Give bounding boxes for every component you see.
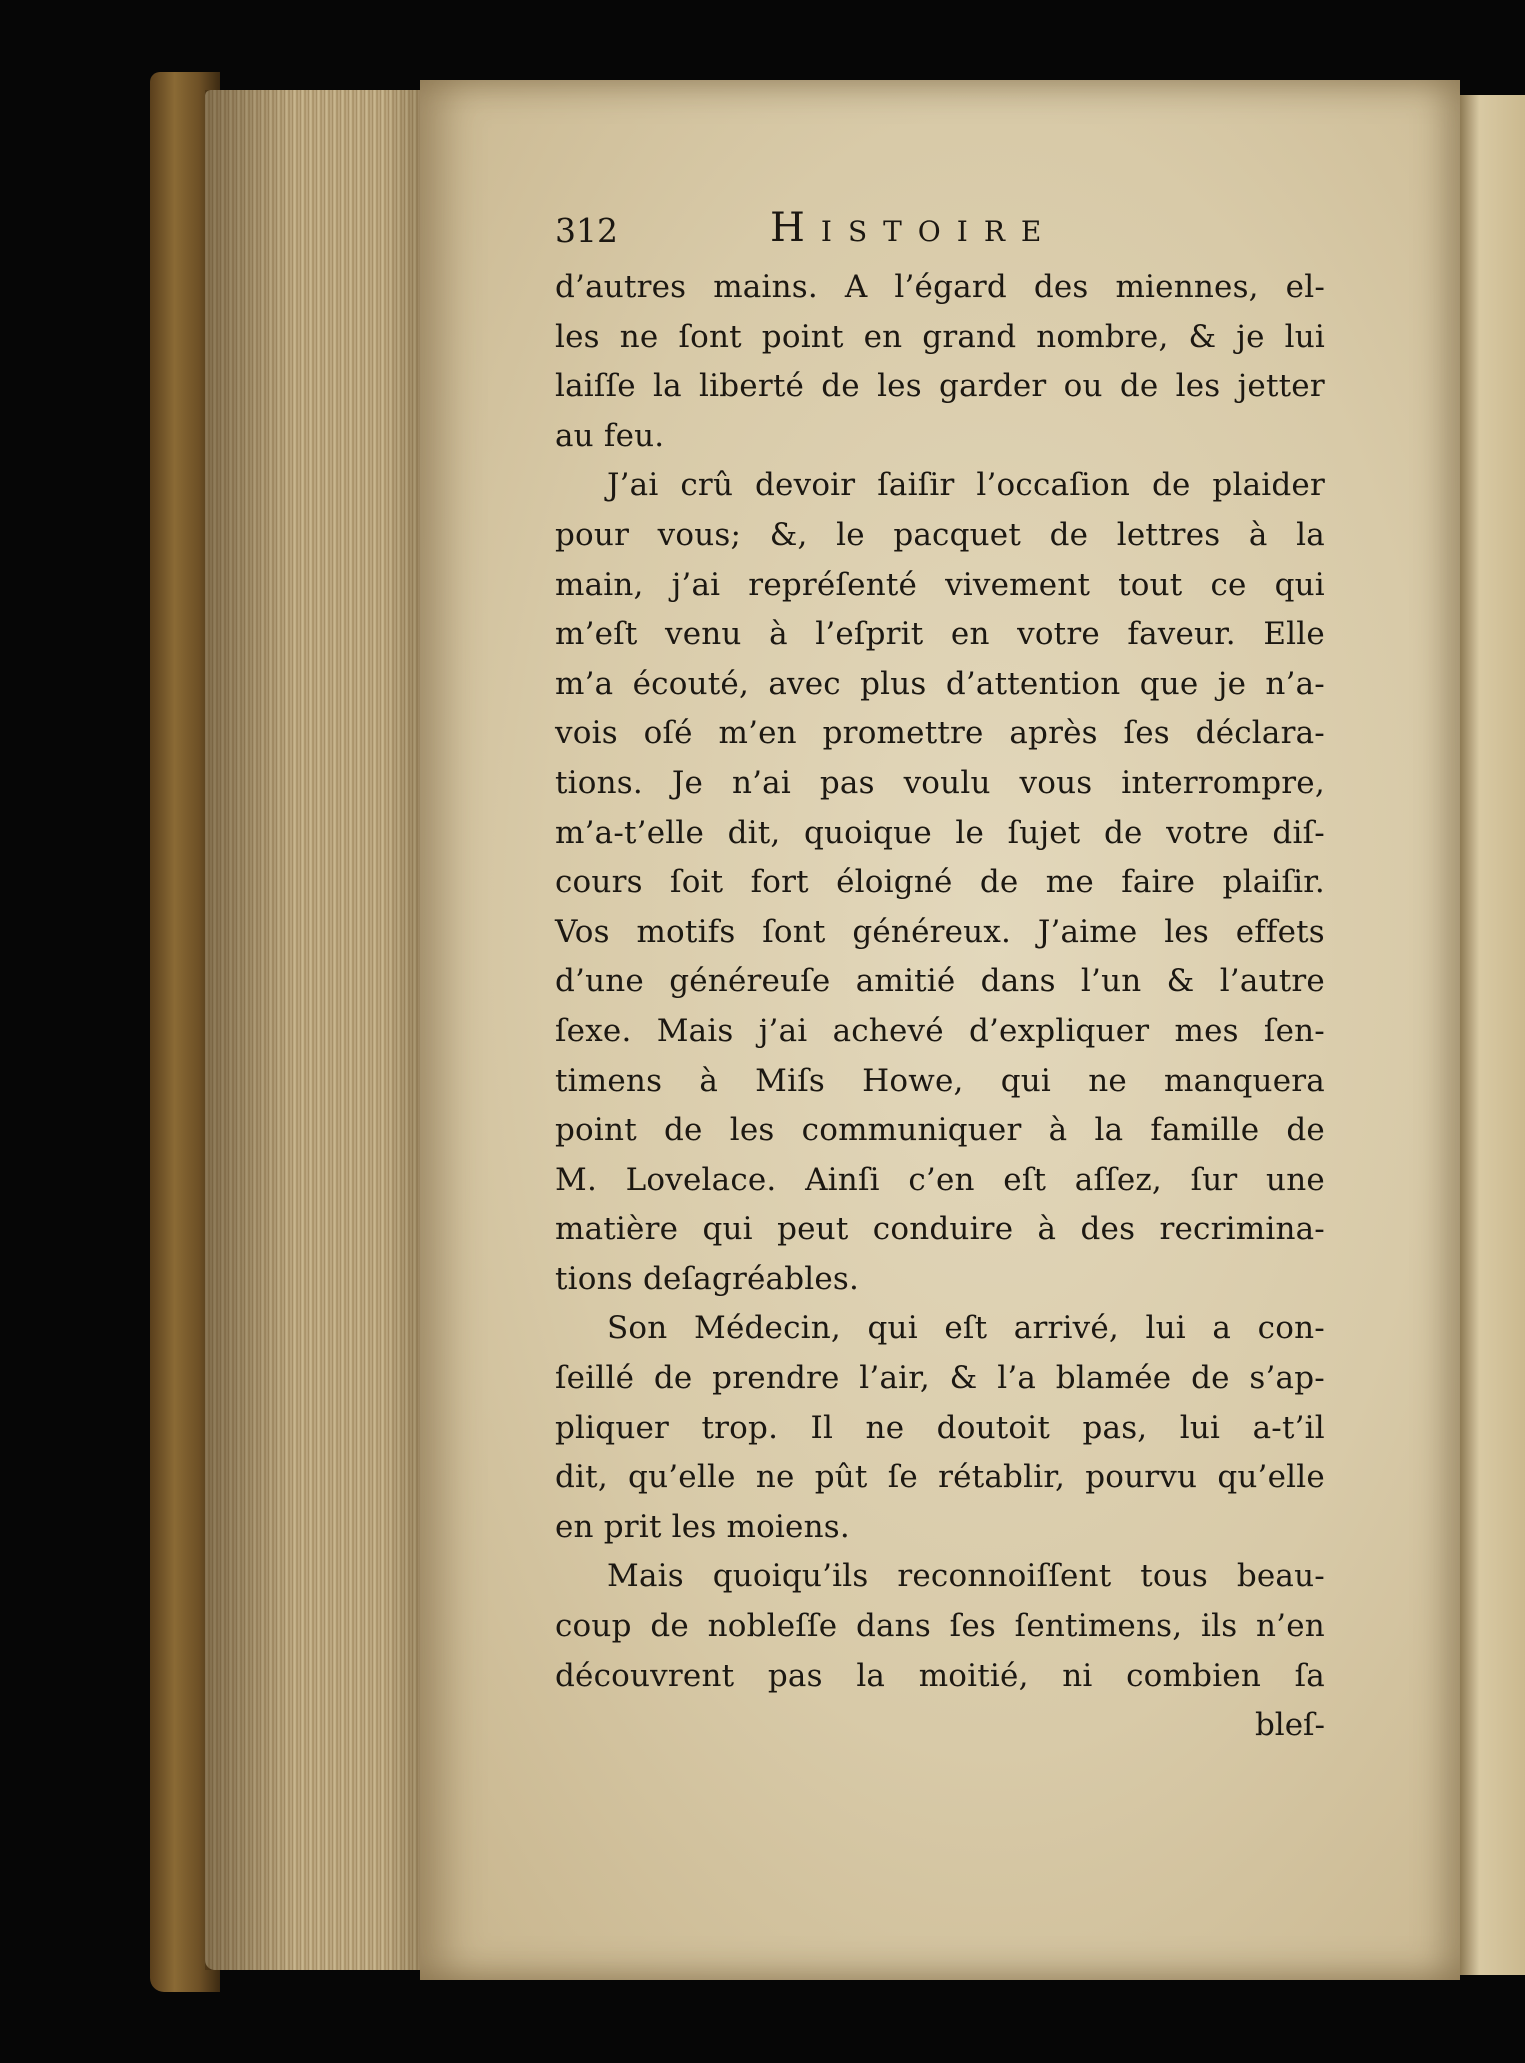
word: ſa	[1294, 1657, 1325, 1694]
word: moitié,	[918, 1657, 1029, 1694]
word: ſur	[1190, 1161, 1238, 1198]
word: l’a	[997, 1360, 1037, 1397]
word: ils	[1200, 1608, 1238, 1645]
word: nobleſſe	[707, 1608, 838, 1645]
word: ſentimens,	[1014, 1608, 1183, 1645]
word: des	[1033, 269, 1089, 305]
word: pourvu	[1085, 1459, 1198, 1496]
word: miennes,	[1115, 269, 1259, 305]
text-line	[555, 1007, 1325, 1057]
word: je	[1236, 318, 1265, 355]
word: main,	[555, 566, 644, 603]
word: ſaiſir	[877, 467, 955, 504]
word: Lovelace.	[625, 1161, 777, 1198]
word: fort	[750, 864, 809, 901]
word: de	[1049, 516, 1089, 553]
catchword: bleſ-	[1254, 1707, 1325, 1744]
word: ſujet	[1007, 814, 1081, 851]
word: Son	[607, 1310, 668, 1347]
word: Howe,	[862, 1062, 964, 1099]
word: de	[1286, 1112, 1325, 1149]
word: A	[844, 269, 868, 305]
text-line	[555, 263, 1325, 313]
text-line	[555, 1652, 1325, 1702]
text-line	[555, 1552, 1325, 1602]
word: ne	[865, 1409, 905, 1446]
word: ſeillé	[555, 1360, 635, 1397]
word: recrimina-	[1159, 1211, 1325, 1248]
word: le	[836, 516, 865, 553]
text-line	[555, 511, 1325, 561]
word: les	[555, 318, 600, 355]
word: plus	[860, 665, 927, 702]
text-line	[555, 313, 1325, 363]
word: m’en	[718, 715, 797, 752]
word: plaider	[1212, 467, 1325, 504]
word: ne	[755, 1459, 795, 1496]
word: qui	[867, 1310, 918, 1347]
page-block-edge	[205, 90, 430, 1970]
word: à	[769, 616, 788, 653]
word: a-t’il	[1252, 1409, 1325, 1446]
text-line	[555, 461, 1325, 511]
word: vous;	[657, 516, 742, 553]
word: matière	[555, 1211, 679, 1248]
word: mes	[1174, 1012, 1239, 1049]
word: motifs	[636, 913, 736, 950]
word: ce	[1210, 566, 1247, 603]
word: généreux.	[852, 913, 1012, 950]
book-page	[420, 80, 1460, 1980]
text-line: en prit les moiens.	[555, 1508, 850, 1545]
word: el-	[1285, 269, 1325, 305]
word: eſt	[1003, 1161, 1047, 1198]
word: blamée	[1055, 1360, 1172, 1397]
word: les	[1164, 913, 1209, 950]
word: de	[650, 1608, 689, 1645]
word: reconnoiſſent	[897, 1558, 1112, 1595]
word: J’ai	[607, 467, 659, 504]
word: qu’elle	[628, 1459, 736, 1496]
word: laiſſe	[555, 368, 636, 405]
word: ſen-	[1263, 1012, 1325, 1049]
word: prendre	[712, 1360, 840, 1397]
text-line	[555, 1304, 1325, 1354]
word: de	[979, 864, 1019, 901]
word: généreuſe	[669, 963, 831, 1000]
text-line: tions deſagréables.	[555, 1260, 860, 1297]
word: la	[1094, 1112, 1124, 1149]
word: doutoit	[936, 1409, 1051, 1446]
running-title: Histoire	[770, 205, 1058, 251]
word: la	[653, 368, 682, 405]
word: nombre,	[1036, 318, 1169, 355]
word: n’ai	[731, 764, 791, 801]
word: m’eſt	[555, 616, 638, 653]
word: timens	[555, 1062, 663, 1099]
word: mains.	[713, 269, 818, 305]
word: pas	[819, 764, 875, 801]
word: arrivé,	[1013, 1310, 1119, 1347]
word: ni	[1062, 1657, 1093, 1694]
text-line	[555, 362, 1325, 412]
text-line	[555, 610, 1325, 660]
text-line	[555, 1404, 1325, 1454]
text-line	[555, 809, 1325, 859]
word: Elle	[1263, 616, 1325, 653]
word: tout	[1118, 566, 1183, 603]
page-header	[555, 205, 1325, 263]
word: votre	[1166, 814, 1249, 851]
word: grand	[922, 318, 1017, 355]
word: Médecin,	[694, 1310, 841, 1347]
text-line	[555, 858, 1325, 908]
word: de	[1191, 1360, 1230, 1397]
word: M.	[555, 1161, 597, 1198]
word: devoir	[755, 467, 856, 504]
word: venu	[665, 616, 742, 653]
text-line	[555, 1057, 1325, 1107]
word: dit,	[727, 814, 781, 851]
word: vivement	[945, 566, 1091, 603]
word: amitié	[855, 963, 956, 1000]
word: &,	[769, 516, 808, 553]
word: promettre	[822, 715, 984, 752]
word: jetter	[1237, 368, 1325, 405]
word: vous	[1019, 764, 1093, 801]
word: une	[1266, 1161, 1325, 1198]
word: peut	[777, 1211, 849, 1248]
text-line	[555, 1354, 1325, 1404]
word: voulu	[903, 764, 991, 801]
word: manquera	[1164, 1062, 1325, 1099]
word: lui	[1145, 1310, 1186, 1347]
word: à	[1048, 1112, 1068, 1149]
word: crû	[680, 467, 734, 504]
word: dans	[980, 963, 1056, 1000]
word: ſexe.	[555, 1012, 632, 1049]
text-line	[555, 709, 1325, 759]
word: à	[1037, 1211, 1057, 1248]
word: éloigné	[836, 864, 953, 901]
word: n’a-	[1265, 665, 1325, 702]
word: beau-	[1236, 1558, 1325, 1595]
word: de	[664, 1112, 703, 1149]
word: ſes	[949, 1608, 996, 1645]
word: quoique	[803, 814, 932, 851]
word: trop.	[701, 1409, 779, 1446]
word: s’ap-	[1249, 1360, 1325, 1397]
word: cours	[555, 864, 643, 901]
word: les	[729, 1112, 775, 1149]
word: n’en	[1256, 1608, 1325, 1645]
text-line	[555, 1205, 1325, 1255]
word: pliquer	[555, 1409, 670, 1446]
word: pas	[767, 1657, 823, 1694]
word: en	[950, 616, 990, 653]
word: lettres	[1116, 516, 1221, 553]
word: &	[949, 1360, 978, 1397]
word: l’occaſion	[976, 467, 1131, 504]
word: ne	[1088, 1062, 1127, 1099]
word: pût	[814, 1459, 868, 1496]
word: le	[955, 814, 985, 851]
word: Miſs	[755, 1062, 825, 1099]
word: l’autre	[1219, 963, 1325, 1000]
word: découvrent	[555, 1657, 735, 1694]
word: ne	[619, 318, 659, 355]
text-line	[555, 759, 1325, 809]
word: les	[1175, 368, 1221, 405]
word: dans	[855, 1608, 931, 1645]
text-line	[555, 660, 1325, 710]
word: qui	[1274, 566, 1325, 603]
word: oſé	[643, 715, 693, 752]
word: c’en	[908, 1161, 975, 1198]
word: les	[877, 368, 922, 405]
word: ſont	[762, 913, 826, 950]
text-line	[555, 1602, 1325, 1652]
word: de	[1119, 368, 1159, 405]
word: repréſenté	[748, 566, 918, 603]
text-line: au feu.	[555, 417, 665, 454]
word: m’a-t’elle	[555, 814, 705, 851]
word: liberté	[699, 368, 805, 405]
word: d’autres	[555, 269, 687, 305]
word: aſſez,	[1074, 1161, 1162, 1198]
word: déclara-	[1195, 715, 1325, 752]
word: la	[856, 1657, 886, 1694]
word: pacquet	[893, 516, 1022, 553]
word: après	[1009, 715, 1098, 752]
word: pas,	[1082, 1409, 1148, 1446]
page-text-block	[555, 205, 1325, 1751]
word: j’ai	[758, 1012, 808, 1049]
word: point	[555, 1112, 637, 1149]
word: l’air,	[859, 1360, 930, 1397]
word: en	[863, 318, 903, 355]
word: qui	[1000, 1062, 1052, 1099]
word: de	[821, 368, 860, 405]
word: Je	[671, 764, 704, 801]
word: ſe	[887, 1459, 918, 1496]
word: des	[1080, 1211, 1136, 1248]
word: je	[1217, 665, 1247, 702]
word: l’égard	[894, 269, 1007, 305]
word: qu’elle	[1217, 1459, 1325, 1496]
word: d’attention	[945, 665, 1121, 702]
word: ſont	[678, 318, 742, 355]
word: faveur.	[1127, 616, 1236, 653]
word: que	[1139, 665, 1199, 702]
word: conduire	[872, 1211, 1014, 1248]
word: avec	[768, 665, 841, 702]
word: l’un	[1080, 963, 1142, 1000]
word: vois	[555, 715, 618, 752]
word: Ainſi	[805, 1161, 880, 1198]
word: dit,	[555, 1459, 608, 1496]
word: plaiſir.	[1222, 864, 1325, 901]
word: m’a	[555, 665, 614, 702]
word: de	[1151, 467, 1191, 504]
text-line	[555, 1106, 1325, 1156]
word: rétablir,	[938, 1459, 1066, 1496]
word: la	[1296, 516, 1325, 553]
word: Mais	[607, 1558, 684, 1595]
word: votre	[1017, 616, 1100, 653]
word: Mais	[656, 1012, 734, 1049]
word: &	[1188, 318, 1217, 355]
word: Il	[810, 1409, 834, 1446]
word: achevé	[832, 1012, 944, 1049]
word: lui	[1284, 318, 1325, 355]
word: combien	[1126, 1657, 1262, 1694]
word: j’ai	[671, 566, 721, 603]
word: diſ-	[1272, 814, 1325, 851]
word: quoiqu’ils	[712, 1558, 869, 1595]
word: con-	[1257, 1310, 1325, 1347]
word: d’expliquer	[968, 1012, 1150, 1049]
word: Vos	[555, 913, 610, 950]
word: point	[761, 318, 844, 355]
word: J’aime	[1037, 913, 1138, 950]
word: coup	[555, 1608, 632, 1645]
word: a	[1212, 1310, 1232, 1347]
word: ſes	[1123, 715, 1170, 752]
word: ſoit	[670, 864, 724, 901]
word: faire	[1121, 864, 1196, 901]
word: communiquer	[801, 1112, 1022, 1149]
word: &	[1166, 963, 1195, 1000]
word: de	[653, 1360, 693, 1397]
text-line	[555, 957, 1325, 1007]
word: de	[1103, 814, 1143, 851]
word: écouté,	[632, 665, 750, 702]
word: interrompre,	[1121, 764, 1325, 801]
word: ou	[1063, 368, 1103, 405]
text-line	[555, 561, 1325, 611]
text-line	[555, 908, 1325, 958]
facing-page-edge	[1455, 95, 1525, 1975]
word: tions.	[555, 764, 643, 801]
text-line	[555, 1156, 1325, 1206]
word: pour	[555, 516, 630, 553]
word: famille	[1150, 1112, 1260, 1149]
body-text	[555, 263, 1325, 1701]
word: à	[1248, 516, 1268, 553]
word: lui	[1179, 1409, 1221, 1446]
word: eſt	[944, 1310, 988, 1347]
word: effets	[1235, 913, 1325, 950]
word: garder	[939, 368, 1047, 405]
word: qui	[702, 1211, 753, 1248]
word: me	[1045, 864, 1094, 901]
word: tous	[1140, 1558, 1208, 1595]
word: d’une	[555, 963, 644, 1000]
word: l’eſprit	[815, 616, 924, 653]
text-line	[555, 1453, 1325, 1503]
page-number: 312	[555, 211, 618, 250]
word: à	[699, 1062, 719, 1099]
